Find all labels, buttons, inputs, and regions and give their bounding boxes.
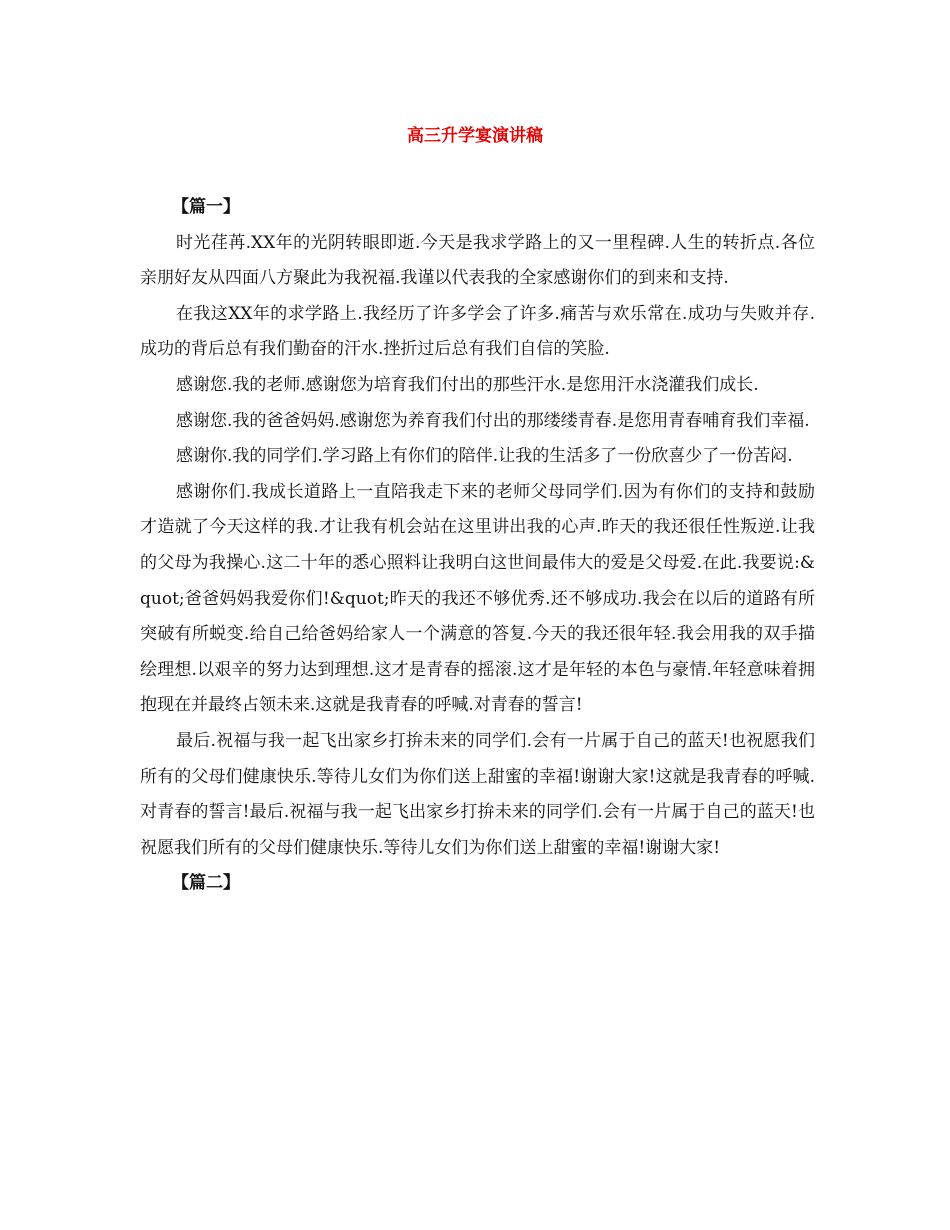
document-title: 高三升学宴演讲稿 <box>407 126 543 146</box>
paragraph: 感谢您.我的爸爸妈妈.感谢您为养育我们付出的那缕缕青春.是您用青春哺育我们幸福. <box>176 410 810 431</box>
document-body <box>140 190 815 902</box>
paragraph: 感谢你.我的同学们.学习路上有你们的陪伴.让我的生活多了一份欣喜少了一份苦闷. <box>176 446 793 467</box>
paragraph: 时光荏苒.XX年的光阴转眼即逝.今天是我求学路上的又一里程碑.人生的转折点.各位亲朋好友从四面八方聚此为我祝福.我谨以代表我的全家感谢你们的到来和支持. <box>140 232 815 289</box>
section-1 <box>140 190 815 866</box>
paragraph: 最后.祝福与我一起飞出家乡打拚未来的同学们.会有一片属于自己的蓝天!也祝愿我们所有的父母们健康快乐.等待儿女们为你们送上甜蜜的幸福!谢谢大家!这就是我青春的呼喊.对青春的誓言!最后.祝福与我一起飞出家乡打拚未来的同学们.会有一片属于自己的蓝天!也祝愿我们所有的父母们健康快乐.等待儿女们为你们送上甜蜜的幸福!谢谢大家! <box>140 730 815 858</box>
section-heading: 【篇二】 <box>172 873 240 894</box>
section-heading: 【篇一】 <box>172 197 240 217</box>
paragraph: 在我这XX年的求学路上.我经历了许多学会了许多.痛苦与欢乐常在.成功与失败并存.成功的背后总有我们勤奋的汗水.挫折过后总有我们自信的笑脸. <box>140 303 815 360</box>
section-2 <box>140 866 815 902</box>
paragraph: 感谢您.我的老师.感谢您为培育我们付出的那些汗水.是您用汗水浇灌我们成长. <box>176 374 759 395</box>
paragraph: 感谢你们.我成长道路上一直陪我走下来的老师父母同学们.因为有你们的支持和鼓励才造就了今天这样的我.才让我有机会站在这里讲出我的心声.昨天的我还很任性叛逆.让我的父母为我操心.这二十年的悉心照料让我明白这世间最伟大的爱是父母爱.在此.我要说:&quot;爸爸妈妈我爱你们!&quot;昨天的我还不够优秀.还不够成功.我会在以后的道路有所突破有所蜕变.给自己给爸妈给家人一个满意的答复.今天的我还很年轻.我会用我的双手描绘理想.以艰辛的努力达到理想.这才是青春的摇滚.这才是年轻的本色与豪情.年轻意味着拥抱现在并最终占领未来.这就是我青春的呼喊.对青春的誓言! <box>140 481 815 716</box>
